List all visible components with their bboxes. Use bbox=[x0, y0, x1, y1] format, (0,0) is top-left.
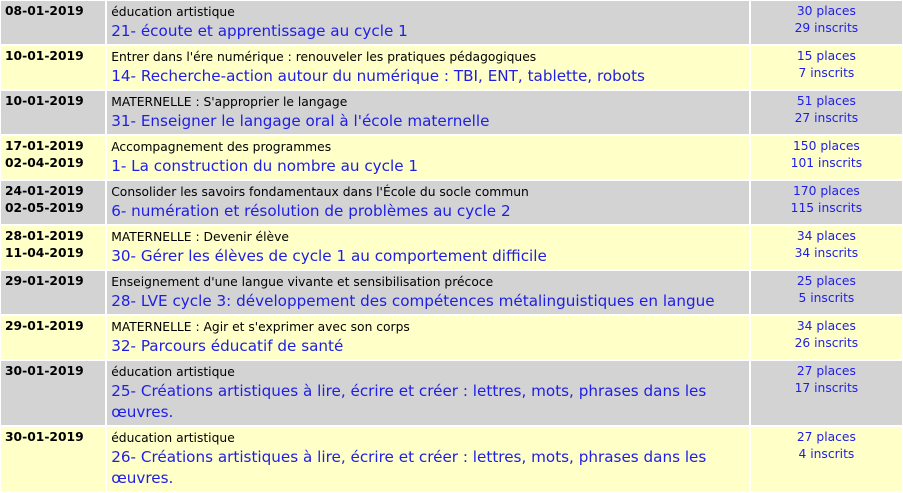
count-cell bbox=[751, 46, 902, 89]
date-cell bbox=[1, 316, 105, 359]
info-cell bbox=[107, 91, 749, 134]
inscrits-count: 101 inscrits bbox=[790, 156, 863, 170]
domain-label: éducation artistique bbox=[111, 431, 235, 445]
course-title-link[interactable]: 14- Recherche-action autour du numérique : TBI, ENT, tablette, robots bbox=[111, 67, 645, 85]
domain-label: Enseignement d'une langue vivante et sensibilisation précoce bbox=[111, 275, 494, 289]
info-cell bbox=[107, 361, 749, 425]
count-cell bbox=[751, 271, 902, 314]
course-title-link[interactable]: 32- Parcours éducatif de santé bbox=[111, 337, 344, 355]
table-row bbox=[1, 316, 902, 359]
domain-label: MATERNELLE : Devenir élève bbox=[111, 230, 289, 244]
session-date: 02-04-2019 bbox=[5, 156, 84, 170]
session-date: 30-01-2019 bbox=[5, 430, 84, 444]
session-date: 17-01-2019 bbox=[5, 139, 84, 153]
session-date: 10-01-2019 bbox=[5, 94, 84, 108]
table-row bbox=[1, 136, 902, 179]
table-row bbox=[1, 46, 902, 89]
date-cell bbox=[1, 427, 105, 491]
date-cell bbox=[1, 91, 105, 134]
domain-label: Entrer dans l'ére numérique : renouveler les pratiques pédagogiques bbox=[111, 50, 537, 64]
places-count: 34 places bbox=[796, 229, 856, 243]
date-cell bbox=[1, 361, 105, 425]
places-count: 170 places bbox=[792, 184, 860, 198]
inscrits-count: 17 inscrits bbox=[794, 381, 859, 395]
inscrits-count: 4 inscrits bbox=[798, 447, 855, 461]
inscrits-count: 26 inscrits bbox=[794, 336, 859, 350]
date-cell bbox=[1, 46, 105, 89]
session-date: 29-01-2019 bbox=[5, 319, 84, 333]
inscrits-count: 115 inscrits bbox=[790, 201, 863, 215]
inscrits-count: 5 inscrits bbox=[798, 291, 855, 305]
inscrits-count: 27 inscrits bbox=[794, 111, 859, 125]
table-row bbox=[1, 226, 902, 269]
training-sessions-body bbox=[1, 1, 902, 491]
table-row bbox=[1, 271, 902, 314]
count-cell bbox=[751, 316, 902, 359]
course-title-link[interactable]: 28- LVE cycle 3: développement des compétences métalinguistiques en langue bbox=[111, 292, 715, 310]
date-cell bbox=[1, 181, 105, 224]
domain-label: Consolider les savoirs fondamentaux dans l'École du socle commun bbox=[111, 185, 529, 199]
domain-label: MATERNELLE : S'approprier le langage bbox=[111, 95, 348, 109]
places-count: 27 places bbox=[796, 364, 856, 378]
table-row bbox=[1, 181, 902, 224]
course-title-link[interactable]: 30- Gérer les élèves de cycle 1 au comportement difficile bbox=[111, 247, 547, 265]
session-date: 28-01-2019 bbox=[5, 229, 84, 243]
count-cell bbox=[751, 361, 902, 425]
date-cell bbox=[1, 271, 105, 314]
session-date: 30-01-2019 bbox=[5, 364, 84, 378]
places-count: 25 places bbox=[796, 274, 856, 288]
info-cell bbox=[107, 46, 749, 89]
places-count: 150 places bbox=[792, 139, 860, 153]
table-row bbox=[1, 1, 902, 44]
session-date: 08-01-2019 bbox=[5, 4, 84, 18]
course-title-link[interactable]: 31- Enseigner le langage oral à l'école maternelle bbox=[111, 112, 490, 130]
info-cell bbox=[107, 316, 749, 359]
session-date: 02-05-2019 bbox=[5, 201, 84, 215]
course-title-link[interactable]: 21- écoute et apprentissage au cycle 1 bbox=[111, 22, 408, 40]
count-cell bbox=[751, 181, 902, 224]
info-cell bbox=[107, 271, 749, 314]
count-cell bbox=[751, 226, 902, 269]
inscrits-count: 7 inscrits bbox=[798, 66, 855, 80]
info-cell bbox=[107, 136, 749, 179]
date-cell bbox=[1, 1, 105, 44]
info-cell bbox=[107, 226, 749, 269]
date-cell bbox=[1, 226, 105, 269]
places-count: 27 places bbox=[796, 430, 856, 444]
count-cell bbox=[751, 1, 902, 44]
course-title-link[interactable]: 1- La construction du nombre au cycle 1 bbox=[111, 157, 419, 175]
places-count: 30 places bbox=[796, 4, 856, 18]
table-row bbox=[1, 91, 902, 134]
course-title-link[interactable]: 6- numération et résolution de problèmes au cycle 2 bbox=[111, 202, 511, 220]
count-cell bbox=[751, 427, 902, 491]
count-cell bbox=[751, 136, 902, 179]
date-cell bbox=[1, 136, 105, 179]
count-cell bbox=[751, 91, 902, 134]
table-row bbox=[1, 361, 902, 425]
course-title-link[interactable]: 26- Créations artistiques à lire, écrire et créer : lettres, mots, phrases dans les œuvres. bbox=[111, 448, 707, 487]
inscrits-count: 34 inscrits bbox=[794, 246, 859, 260]
domain-label: MATERNELLE : Agir et s'exprimer avec son corps bbox=[111, 320, 410, 334]
places-count: 15 places bbox=[796, 49, 856, 63]
session-date: 10-01-2019 bbox=[5, 49, 84, 63]
info-cell bbox=[107, 1, 749, 44]
places-count: 34 places bbox=[796, 319, 856, 333]
domain-label: éducation artistique bbox=[111, 365, 235, 379]
info-cell bbox=[107, 427, 749, 491]
table-row bbox=[1, 427, 902, 491]
course-title-link[interactable]: 25- Créations artistiques à lire, écrire et créer : lettres, mots, phrases dans les œuvres. bbox=[111, 382, 707, 421]
places-count: 51 places bbox=[796, 94, 856, 108]
session-date: 24-01-2019 bbox=[5, 184, 84, 198]
domain-label: Accompagnement des programmes bbox=[111, 140, 332, 154]
info-cell bbox=[107, 181, 749, 224]
session-date: 11-04-2019 bbox=[5, 246, 84, 260]
domain-label: éducation artistique bbox=[111, 5, 235, 19]
session-date: 29-01-2019 bbox=[5, 274, 84, 288]
inscrits-count: 29 inscrits bbox=[794, 21, 859, 35]
